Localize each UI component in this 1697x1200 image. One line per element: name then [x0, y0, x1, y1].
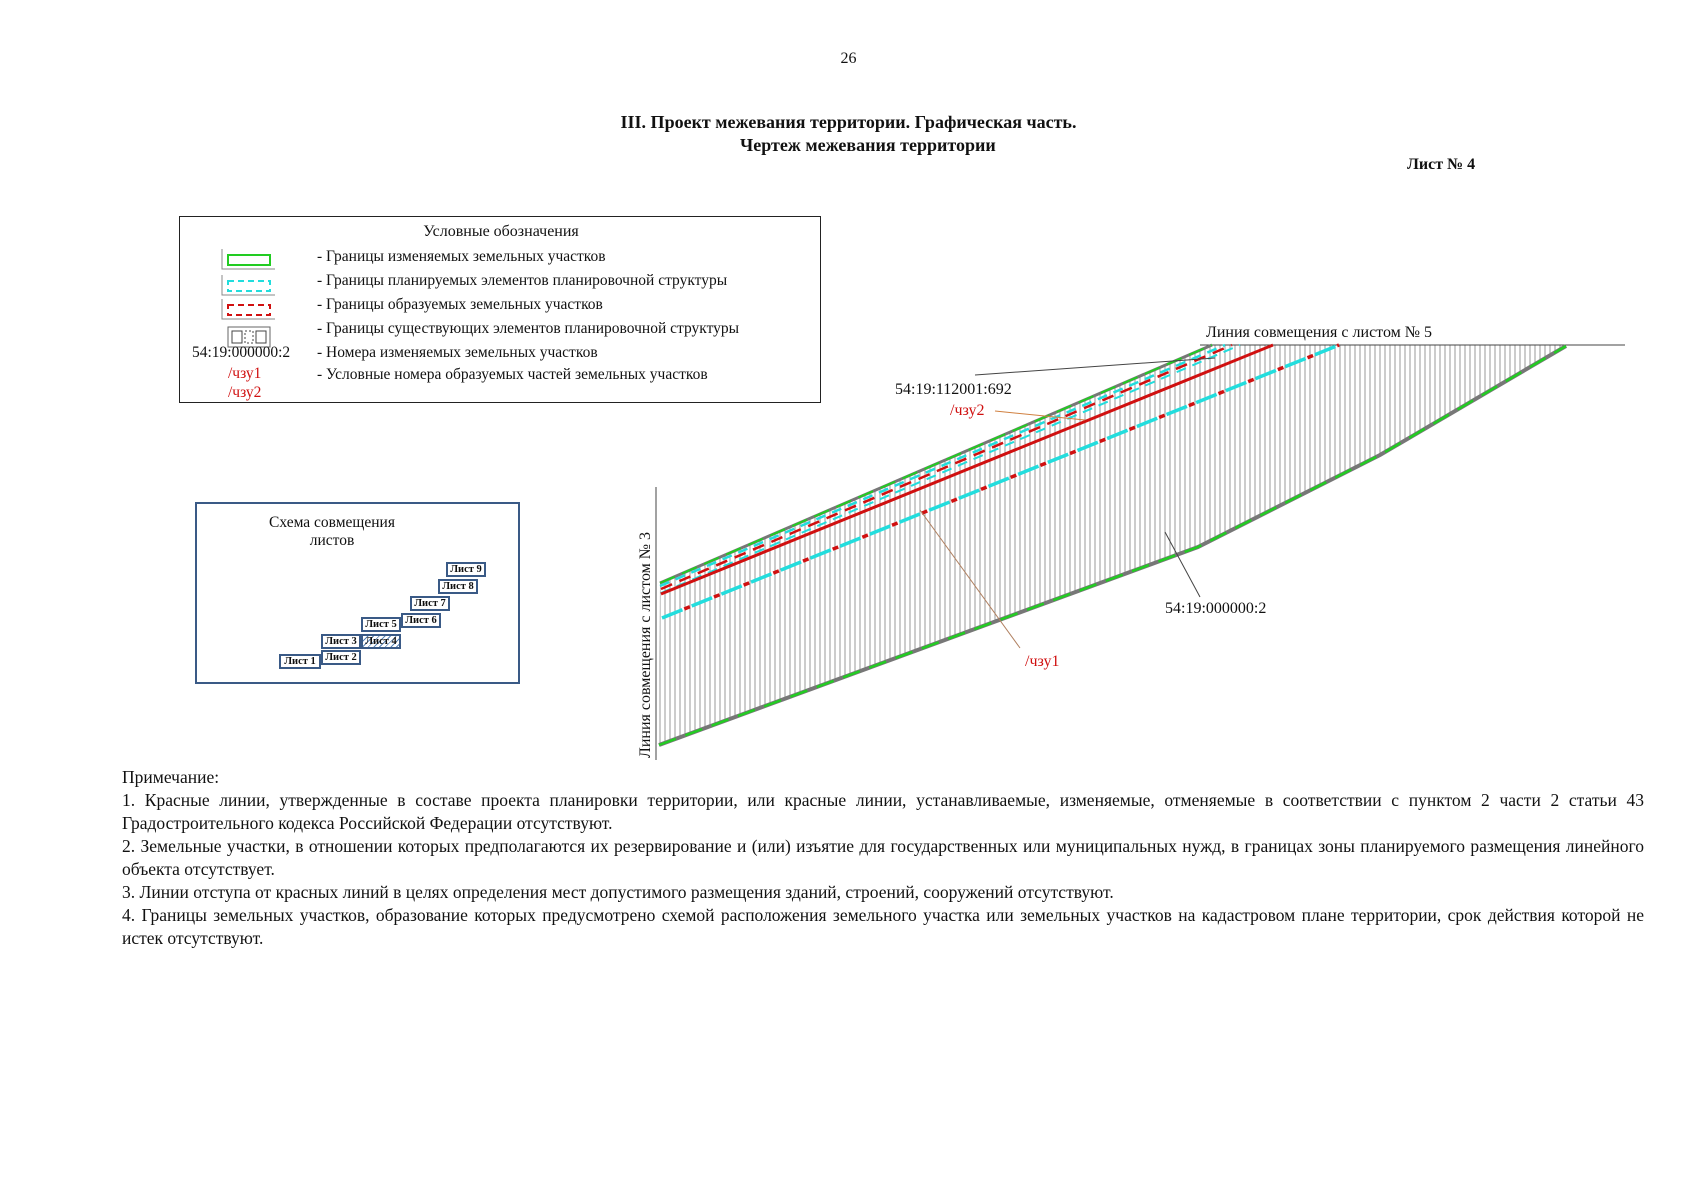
- legend-item: - Границы образуемых земельных участков: [317, 296, 603, 313]
- chzu1-label: /чзу1: [1025, 653, 1060, 670]
- scheme-sheet-2: Лист 2: [321, 650, 361, 665]
- scheme-title-line1: Схема совмещения: [269, 514, 395, 531]
- left-combination-label: Линия совмещения с листом № 3: [637, 531, 654, 758]
- page-title: III. Проект межевания территории. Графическая часть.: [620, 112, 1077, 132]
- legend-sample-number: 54:19:000000:2: [192, 344, 291, 361]
- formed-parcel-symbol: [222, 299, 275, 319]
- note-item: 2. Земельные участки, в отношении которых предполагаются их резервирование и (или) изъятие для государственных или муниципальных нужд, в границах зоны планируемого размещения линейного объекта отсутствует.: [122, 836, 1644, 879]
- legend-item: - Номера изменяемых земельных участков: [317, 344, 598, 361]
- note-item: 4. Границы земельных участков, образование которых предусмотрено схемой расположения земельного участка или земельных участков на кадастровом плане территории, срок действия которой не истек отсутствуют.: [122, 905, 1644, 948]
- scheme-title-line2: листов: [309, 532, 355, 549]
- legend-item: - Границы существующих элементов планировочной структуры: [317, 320, 740, 337]
- scheme-sheet-9: Лист 9: [446, 562, 486, 577]
- chzu2-label: /чзу2: [950, 402, 985, 419]
- planned-structure-symbol: [222, 275, 275, 295]
- legend-title: Условные обозначения: [423, 223, 579, 240]
- legend-item: - Границы планируемых элементов планировочной структуры: [317, 272, 728, 289]
- page-number: 26: [840, 50, 857, 67]
- notes-heading: Примечание:: [122, 767, 220, 787]
- legend-sample-part1: /чзу1: [228, 365, 262, 382]
- boundary-drawing: [620, 320, 1630, 760]
- scheme-sheet-1: Лист 1: [279, 654, 321, 669]
- legend-sample-part2: /чзу2: [228, 384, 262, 401]
- scheme-sheet-3: Лист 3: [321, 634, 361, 649]
- scheme-sheet-7: Лист 7: [410, 596, 450, 611]
- notes-block: [122, 766, 1644, 950]
- scheme-sheet-6: Лист 6: [401, 613, 441, 628]
- note-item: 3. Линии отступа от красных линий в целях определения мест допустимого размещения зданий, строений, сооружений отсутствуют.: [122, 882, 1114, 902]
- scheme-title: [197, 514, 467, 550]
- legend-item: - Границы изменяемых земельных участков: [317, 248, 606, 265]
- sheet-number: Лист № 4: [1407, 156, 1476, 173]
- sheet-scheme: [195, 502, 520, 684]
- scheme-sheet-8: Лист 8: [438, 579, 478, 594]
- parcel-hatching: [660, 340, 1565, 760]
- parcel-2-label: 54:19:000000:2: [1165, 600, 1267, 617]
- top-combination-label: Линия совмещения с листом № 5: [1206, 324, 1433, 341]
- legend-item: - Условные номера образуемых частей земельных участков: [317, 366, 708, 383]
- scheme-sheet-4-current: Лист 4: [361, 634, 401, 649]
- scheme-sheet-5: Лист 5: [361, 617, 401, 632]
- changed-parcel-symbol: [222, 249, 275, 269]
- parcel-692-label: 54:19:112001:692: [895, 381, 1012, 398]
- drawing-title: Чертеж межевания территории: [740, 135, 996, 155]
- note-item: 1. Красные линии, утвержденные в составе проекта планировки территории, или красные линии, устанавливаемые, изменяемые, отменяемые в соответствии с пунктом 2 части 2 статьи 43 Градостроительного кодекса Российской Федерации отсутствуют.: [122, 790, 1644, 833]
